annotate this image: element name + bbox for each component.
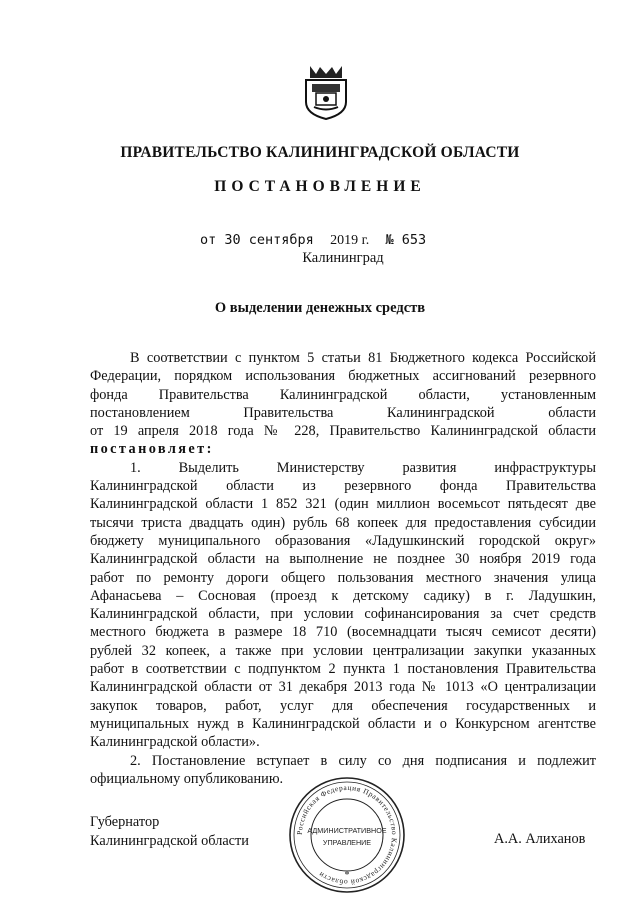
- body-line: муниципальных нужд в Калининградской области и о Конкурсном агентстве: [90, 715, 596, 732]
- document-subject: О выделении денежных средств: [214, 300, 426, 316]
- official-stamp: [287, 775, 407, 895]
- body-line: бюджету муниципального образования «Ладушкинский городской округ»: [90, 532, 596, 549]
- city: Калининград: [302, 250, 384, 266]
- coat-of-arms-icon: [300, 62, 352, 120]
- stamp-center-line1: АДМИНИСТРАТИВНОЕ: [307, 826, 387, 835]
- stamp-star: *: [344, 870, 350, 881]
- body-line: рублей 32 копеек, а также при условии централизации закупки указанных: [90, 642, 596, 659]
- body-line: Афанасьева – Сосновая (проезд к детскому садику) в г. Ладушкин,: [90, 587, 596, 604]
- date-line: [200, 232, 426, 249]
- stamp-ring-text: Российская Федерация Правительство Калининградской области: [294, 782, 400, 888]
- body-line: Калининградской области из резервного фонда Правительства: [90, 478, 596, 495]
- date-year: 2019 г.: [330, 233, 370, 248]
- body-line: тысячи триста двадцать один) рубль 68 копеек для предоставления субсидии: [90, 514, 596, 531]
- date-prefix: от 30 сентября: [200, 232, 314, 248]
- organization-title: ПРАВИТЕЛЬСТВО КАЛИНИНГРАДСКОЙ ОБЛАСТИ: [120, 144, 520, 161]
- body-line: закупок товаров, работ, услуг для обеспечения государственных и: [90, 697, 596, 714]
- body-line: местного бюджета в размере 18 710 (восемнадцати тысяч семисот десяти): [90, 624, 596, 641]
- body-line: постановлением Правительства Калининградской области: [90, 404, 596, 421]
- body-line: официальному опубликованию.: [90, 770, 284, 787]
- body-line-resolves: постановляет:: [90, 441, 214, 458]
- body-line: 2. Постановление вступает в силу со дня подписания и подлежит: [130, 752, 596, 769]
- signatory-title: [90, 813, 249, 850]
- body-line: работ в соответствии с подпунктом 2 пункта 1 постановления Правительства: [90, 661, 596, 678]
- body-line: Калининградской области от 31 декабря 2013 года № 1013 «О централизации: [90, 679, 596, 696]
- body-line: Калининградской области, при условии софинансирования за счет средств: [90, 606, 596, 623]
- body-line: Федерации, порядком использования бюджетных ассигнований резервного: [90, 368, 596, 385]
- body-line: работ по ремонту дороги общего пользования местного значения улица: [90, 569, 596, 586]
- body-line: Калининградской области на выполнение не позднее 30 ноября 2019 года: [90, 551, 596, 568]
- document-number: № 653: [385, 232, 427, 248]
- document-type: ПОСТАНОВЛЕНИЕ: [214, 178, 426, 195]
- signatory-title-line1: Губернатор: [90, 814, 160, 830]
- signatory-name: А.А. Алиханов: [494, 831, 586, 847]
- body-line: В соответствии с пунктом 5 статьи 81 Бюджетного кодекса Российской: [130, 350, 596, 366]
- body-line: Калининградской области 1 852 321 (один миллион восемьсот пятьдесят две: [90, 496, 596, 513]
- body-line: фонда Правительства Калининградской области, установленным: [90, 386, 596, 403]
- signatory-title-line2: Калининградской области: [90, 832, 249, 849]
- body-line: 1. Выделить Министерству развития инфраструктуры: [130, 459, 596, 476]
- body-line: от 19 апреля 2018 года № 228, Правительство Калининградской области: [90, 423, 596, 440]
- stamp-center-line2: УПРАВЛЕНИЕ: [322, 838, 372, 847]
- document-body: [90, 349, 596, 788]
- body-line: Калининградской области».: [90, 734, 260, 751]
